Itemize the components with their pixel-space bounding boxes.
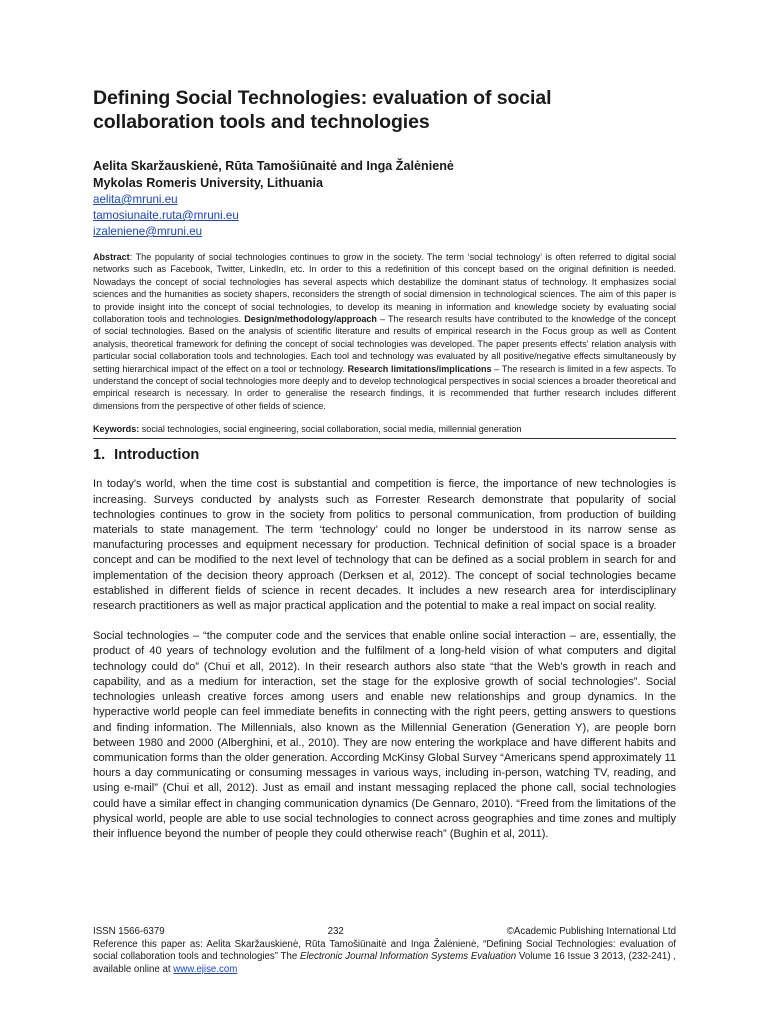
page-number: 232 (327, 926, 344, 937)
title-line-1: Defining Social Technologies: evaluation of social (93, 87, 552, 109)
paper-page (93, 86, 676, 857)
email-link-tamosiunaite[interactable]: tamosiunaite.ruta@mruni.eu (93, 209, 239, 222)
design-methodology-label: Design/methodology/approach (244, 314, 377, 325)
journal-website-link[interactable]: www.ejise.com (173, 963, 238, 975)
keywords-label: Keywords: (93, 424, 140, 435)
page-footer (93, 926, 676, 976)
email-list (93, 192, 676, 240)
abstract (93, 251, 676, 412)
affiliation: Mykolas Romeris University, Lithuania (93, 176, 324, 190)
citation-reference (93, 939, 676, 977)
section-divider (93, 438, 676, 439)
email-link-izaleniene[interactable]: izaleniene@mruni.eu (93, 225, 203, 238)
section-title: Introduction (114, 447, 200, 464)
paragraph-2: Social technologies – “the computer code and the services that enable online social interaction – are, essentially, the product of 40 years of technology evolution and the fulfilment of a long-held vision of what computers and digital technology could do” (Chui et all, 2012). In their research authors also state “that the Web’s growth in reach and capability, and as a medium for interaction, set the stage for the explosive growth of social technologies”. Social technologies unleash creative forces among users and enable new relationships and group dynamics. In the hyperactive world people can feel immediate benefits in connecting with the right peers, getting answers to questions and finding information. The Millennials, also known as the Millennial Generation (Generation Y), are people born between 1980 and 2000 (Alberghini, et al., 2010). They are now entering the workplace and have different habits and communication forms than the older generation. According McKinsy Global Survey “Americans spend approximately 11 hours a day communicating or consuming messages in various ways, including in-person, watching TV, reading, and using e-mail” (Chui et all, 2012). Just as email and instant messaging replaced the phone call, social technologies could have a similar effect in changing communication dynamics (De Gennaro, 2010). “Freed from the limitations of the physical world, people are able to use social technologies to connect across geographies and time zones and multiply their influence beyond the number of people they could otherwise reach” (Bughin et al, 2011). (93, 630, 676, 841)
section-number: 1. (93, 447, 106, 464)
journal-name: Electronic Journal Information Systems Evaluation (299, 951, 517, 963)
reference-suffix: Volume 16 Issue 3 2013, (232-241) , available online at (93, 951, 676, 975)
abstract-text-1: : The popularity of social technologies continues to grow in the society. The term ‘social technology’ is often referred to digital social networks such as Facebook, Twitter, LinkedIn, etc. In order to this a redefinition of this concept based on the original definition is needed. Nowadays the concept of social technologies has several aspects which destabilize the dominant status of technology. It emphasizes social sciences and the humanities as society shapers, reconsiders the strength of social dimension in technological sciences. The aim of this paper is to provide insight into the concept of social technologies, to develop its meaning in information and knowledge society by evaluating social collaboration tools and technologies. (93, 252, 676, 325)
issn: ISSN 1566-6379 (93, 926, 165, 937)
research-limitations-label: Research limitations/implications (347, 363, 492, 374)
author-block (93, 158, 676, 192)
keywords (93, 423, 676, 435)
body-text (93, 477, 676, 842)
reference-prefix: Reference this paper as: Aelita Skaržauskienė, Rūta Tamošiūnaitė and Inga Žalėnienė, “Defining Social Technologies: evaluation of social collaboration tools and technologies” The (93, 938, 676, 963)
section-heading (93, 446, 676, 464)
email-link-aelita[interactable]: aelita@mruni.eu (93, 193, 178, 206)
title-line-2: collaboration tools and technologies (93, 111, 430, 133)
abstract-label: Abstract (93, 252, 130, 262)
paragraph-1: In today's world, when the time cost is substantial and competition is fierce, the importance of new technologies is increasing. Surveys conducted by analysts such as Forrester Research demonstrate that popularity of social technologies continues to grow in the society from politics to personal communication, from production of building materials to state management. The term ‘technology’ could no longer be understood in its narrow sense as manufacturing processes and equipment necessary for production. Technical definition of social space is a broader concept and can be modified to the next level of technology that can be defined as a social problem in search for and implementation of the decision theory approach (Derksen et al, 2012). The concept of social technologies became established in different fields of science in recent decades. It includes a new research area for interdisciplinary research practitioners as well as major practical application and the potential to make a real impact on social reality. (93, 478, 676, 613)
abstract-text-3: – The research is limited in a few aspects. To understand the concept of social technologies more deeply and to develop technological perspectives in social sciences a broader theoretical and empirical research is necessary. In order to generalise the research findings, it is recommended that further research includes different dimensions from the perspective of other fields of science. (93, 363, 676, 411)
abstract-text-2: – The research results have contributed to the knowledge of the concept of social technologies. Based on the analysis of scientific literature and results of empirical research in the Focus group as well as Content analysis, theoretical framework for defining the concept of social technologies was developed. The paper presents effects’ relation analysis with particular social collaboration tools and technologies. Each tool and technology was evaluated by all positive/negative effects simultaneously by setting hierarchical impact of the effect on a tool or technology. (93, 314, 677, 374)
author-names: Aelita Skaržauskienė, Rūta Tamošiūnaitė and Inga Žalėnienė (93, 159, 454, 173)
footer-top-row (93, 926, 676, 939)
keywords-text: social technologies, social engineering, social collaboration, social media, millennial generation (139, 424, 522, 435)
paper-title (93, 86, 676, 134)
copyright: ©Academic Publishing International Ltd (506, 926, 676, 937)
